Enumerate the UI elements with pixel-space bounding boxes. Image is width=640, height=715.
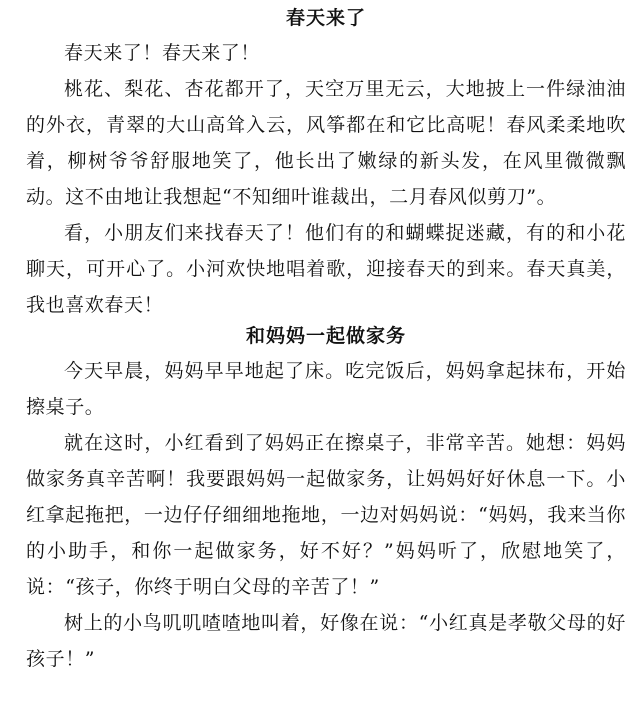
story-spring bbox=[26, 0, 626, 323]
story-housework-paragraph-2: 就在这时，小红看到了妈妈正在擦桌子，非常辛苦。她想：妈妈做家务真辛苦啊！我要跟妈妈一起做家务，让妈妈好好休息一下。小红拿起拖把，一边仔仔细细地拖地，一边对妈妈说：“妈妈，我来当你的小助手，和你一起做家务，好不好？”妈妈听了，欣慰地笑了，说：“孩子，你终于明白父母的辛苦了！” bbox=[26, 432, 626, 598]
story-spring-paragraph-1: 春天来了！春天来了！ bbox=[64, 42, 261, 64]
story-housework-paragraph-1: 今天早晨，妈妈早早地起了床。吃完饭后，妈妈拿起抹布，开始擦桌子。 bbox=[26, 360, 626, 418]
story-spring-paragraph-2: 桃花、梨花、杏花都开了，天空万里无云，大地披上一件绿油油的外衣，青翠的大山高耸入云，风筝都在和它比高呢！春风柔柔地吹着，柳树爷爷舒服地笑了，他长出了嫩绿的新头发，在风里微微飘动。这不由地让我想起“不知细叶谁裁出，二月春风似剪刀”。 bbox=[26, 78, 626, 208]
document-page bbox=[26, 0, 626, 677]
story-housework bbox=[26, 323, 626, 677]
story-housework-title: 和妈妈一起做家务 bbox=[245, 325, 406, 347]
story-spring-title: 春天来了 bbox=[285, 7, 366, 29]
story-housework-paragraph-3: 树上的小鸟叽叽喳喳地叫着，好像在说：“小红真是孝敬父母的好孩子！” bbox=[26, 612, 626, 670]
story-spring-paragraph-3: 看，小朋友们来找春天了！他们有的和蝴蝶捉迷藏，有的和小花聊天，可开心了。小河欢快地唱着歌，迎接春天的到来。春天真美，我也喜欢春天！ bbox=[26, 222, 626, 316]
